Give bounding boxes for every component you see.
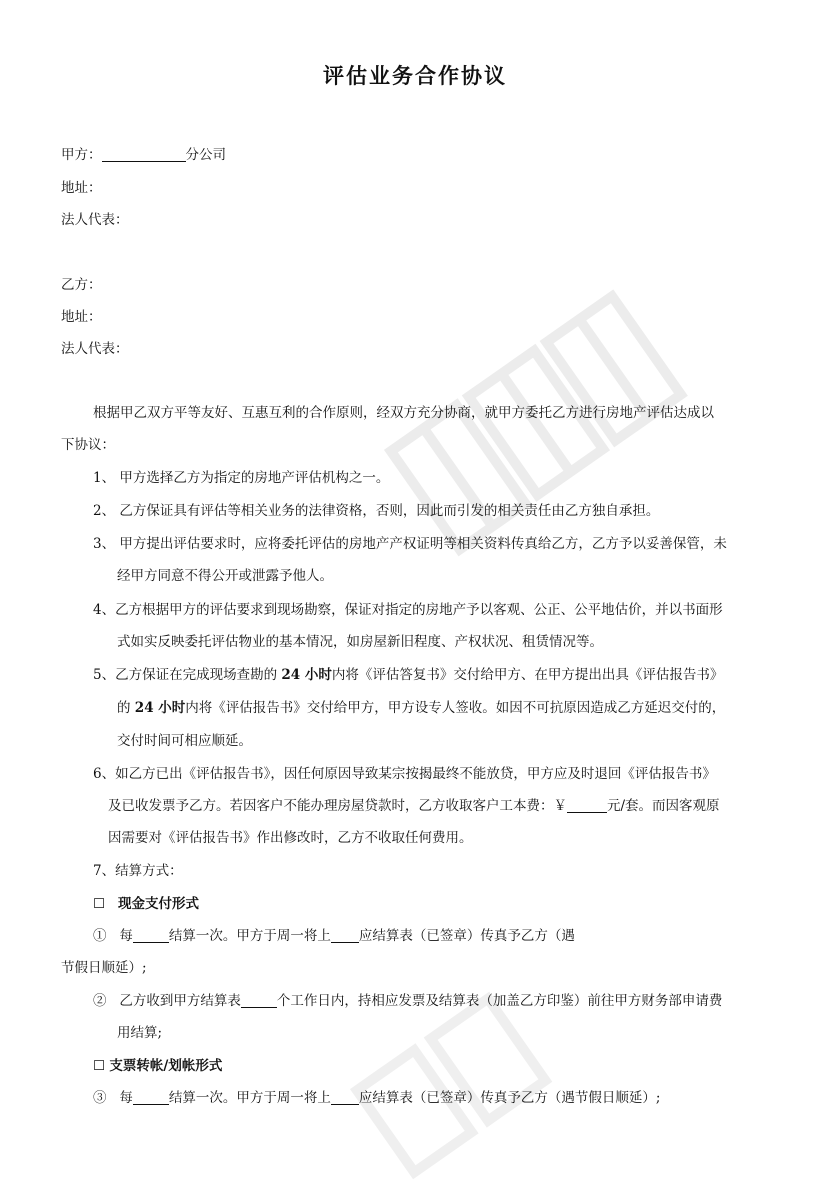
settlement-item-2 [93,992,722,1010]
settlement-item-2-cont: 用结算; [117,1025,163,1041]
item-1-text-b: 结算一次。甲方于周一将上 [168,928,331,944]
clause-6-line-2 [108,797,720,815]
prev-period-blank-3 [331,1090,359,1105]
clause-5-text-d: 内将《评估报告书》交付给甲方，甲方设专人签收。如因不可抗原因造成乙方延迟交付的， [185,700,726,716]
item-1-text-c: 应结算表（已签章）传真予乙方（遇 [358,928,575,944]
intro-line-2: 下协议： [61,437,115,453]
item-2-text-b: 个工作日内，持相应发票及结算表（加盖乙方印鉴）前往甲方财务部申请费 [276,993,723,1009]
clause-5-line-3: 交付时间可相应顺延。 [117,733,252,749]
party-a-address-label: 地址： [61,180,102,196]
party-a-blank [102,147,186,162]
party-a-line [61,146,226,164]
clause-1: 1、 甲方选择乙方为指定的房地产评估机构之一。 [93,470,390,486]
item-3-text-c: 应结算表（已签章）传真予乙方（遇节假日顺延）; [358,1090,661,1106]
item-3-text-a: 每 [119,1090,133,1106]
workdays-blank [241,993,277,1008]
period-blank-1 [133,928,169,943]
party-b-rep-label: 法人代表： [61,341,129,357]
clause-5-text-b: 内将《评估答复书》交付给甲方、在甲方提出出具《评估报告书》 [331,667,724,683]
prev-period-blank-1 [331,928,359,943]
clause-6-text-b: 元/套。而因客观原 [607,798,720,814]
clause-5-line-2 [117,699,725,717]
settlement-item-3 [93,1089,660,1107]
fee-blank [567,798,607,813]
clause-5-line-1 [93,666,723,684]
settlement-item-1 [93,927,575,945]
settlement-item-1-cont: 节假日顺延）; [61,960,147,976]
clause-3-line-2: 经甲方同意不得公开或泄露予他人。 [117,568,333,584]
party-a-label: 甲方： [61,147,102,163]
document-title: 评估业务合作协议 [323,64,507,88]
check-title: 支票转帐/划帐形式 [109,1058,223,1074]
party-b-address-label: 地址： [61,309,102,325]
clause-3-line-1: 3、 甲方提出评估要求时，应将委托评估的房地产产权证明等相关资料传真给乙方，乙方予以妥善保管，未 [93,536,727,552]
clause-4-line-2: 式如实反映委托评估物业的基本情况，如房屋新旧程度、产权状况、租赁情况等。 [117,634,603,650]
period-blank-3 [133,1090,169,1105]
clause-2: 2、 乙方保证具有评估等相关业务的法律资格，否则，因此而引发的相关责任由乙方独自承担。 [93,503,660,519]
check-option [93,1057,222,1075]
item-3-number: ③ [93,1090,107,1106]
item-1-text-a: 每 [119,928,133,944]
party-b-label: 乙方： [61,277,102,293]
intro-line-1: 根据甲乙双方平等友好、互惠互利的合作原则，经双方充分协商，就甲方委托乙方进行房地产评估达成以 [93,405,714,421]
item-2-text-a: 乙方收到甲方结算表 [119,993,241,1009]
clause-5-bold-b: 24 小时 [134,700,186,716]
cash-option [93,895,199,913]
clause-5-text-a: 5、乙方保证在完成现场查勘的 [93,667,282,683]
item-1-number: ① [93,928,107,944]
party-a-suffix: 分公司 [185,147,226,163]
checkbox-icon: ☐ [93,1058,106,1074]
clause-4-line-1: 4、乙方根据甲方的评估要求到现场勘察，保证对指定的房地产予以客观、公正、公平地估价，并以书面形 [93,602,723,618]
checkbox-icon: ☐ [93,896,106,912]
item-3-text-b: 结算一次。甲方于周一将上 [168,1090,331,1106]
item-2-number: ② [93,993,107,1009]
party-a-rep-label: 法人代表： [61,212,129,228]
clause-5-bold-a: 24 小时 [281,667,332,683]
clause-6-line-1: 6、如乙方已出《评估报告书》，因任何原因导致某宗按揭最终不能放贷，甲方应及时退回《评估报告书》 [93,766,716,782]
clause-6-text-a: 及已收发票予乙方。若因客户不能办理房屋贷款时，乙方收取客户工本费：￥ [108,798,567,814]
clause-5-text-c: 的 [117,700,135,716]
watermark-stamp-bottom [320,940,620,1180]
clause-7: 7、结算方式： [93,863,183,879]
clause-6-line-3: 因需要对《评估报告书》作出修改时，乙方不收取任何费用。 [108,830,473,846]
cash-title: 现金支付形式 [117,896,199,912]
